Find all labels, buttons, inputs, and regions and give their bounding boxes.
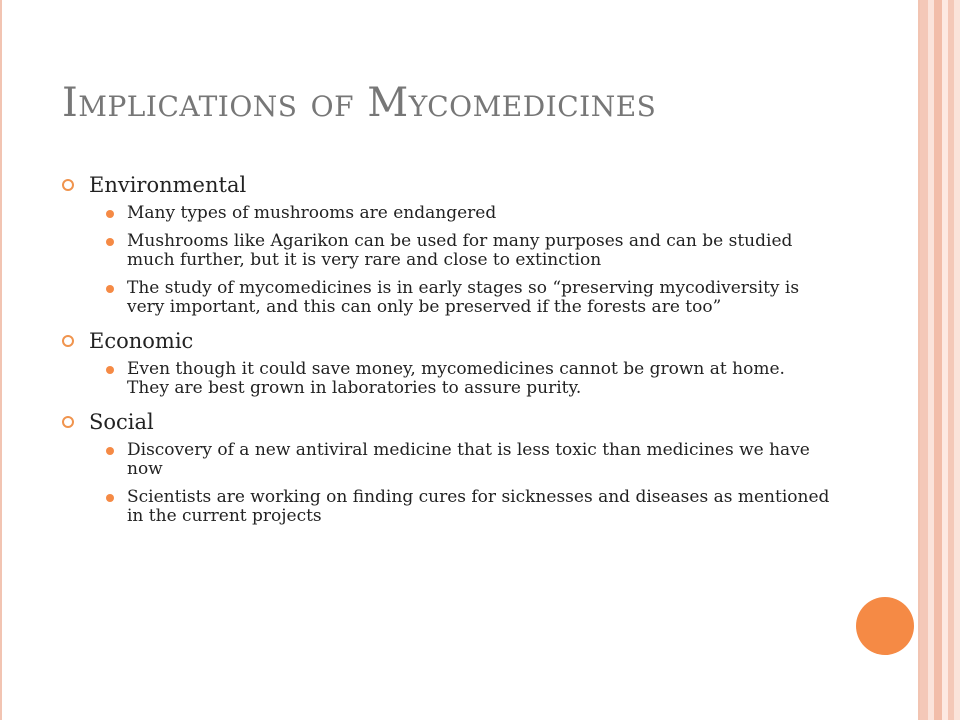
list-item [62,360,832,398]
slide-content [62,170,832,535]
filled-dot-bullet-icon [106,238,114,246]
section-heading-text: Social [89,410,154,434]
list-item [62,441,832,479]
filled-dot-bullet-icon [106,447,114,455]
filled-dot-bullet-icon [106,494,114,502]
list-item-text: Mushrooms like Agarikon can be used for many purposes and can be studied much further, but it is very rare and close to extinction [127,231,793,270]
section-environmental [62,170,832,317]
section-social [62,407,832,526]
filled-dot-bullet-icon [106,210,114,218]
list-item-text: The study of mycomedicines is in early stages so “preserving mycodiversity is very important, and this can only be preserved if the forests are too” [127,278,800,317]
decorative-stripes [920,0,960,720]
list-item-text: Many types of mushrooms are endangered [127,203,497,223]
section-heading-text: Economic [89,329,194,353]
hollow-circle-bullet-icon [62,335,74,347]
list-item [62,204,832,223]
section-heading [62,407,832,437]
hollow-circle-bullet-icon [62,416,74,428]
list-item [62,232,832,270]
filled-dot-bullet-icon [106,285,114,293]
section-heading [62,170,832,200]
list-item [62,279,832,317]
list-item-text: Scientists are working on finding cures for sicknesses and diseases as mentioned in the current projects [127,487,830,526]
decorative-circle-icon [856,597,914,655]
filled-dot-bullet-icon [106,366,114,374]
section-heading [62,326,832,356]
list-item [62,488,832,526]
section-economic [62,326,832,398]
hollow-circle-bullet-icon [62,179,74,191]
slide-title: Implications of Mycomedicines [62,80,657,126]
list-item-text: Even though it could save money, mycomedicines cannot be grown at home. They are best grown in laboratories to assure purity. [127,359,785,398]
section-heading-text: Environmental [89,173,247,197]
list-item-text: Discovery of a new antiviral medicine that is less toxic than medicines we have now [127,440,810,479]
